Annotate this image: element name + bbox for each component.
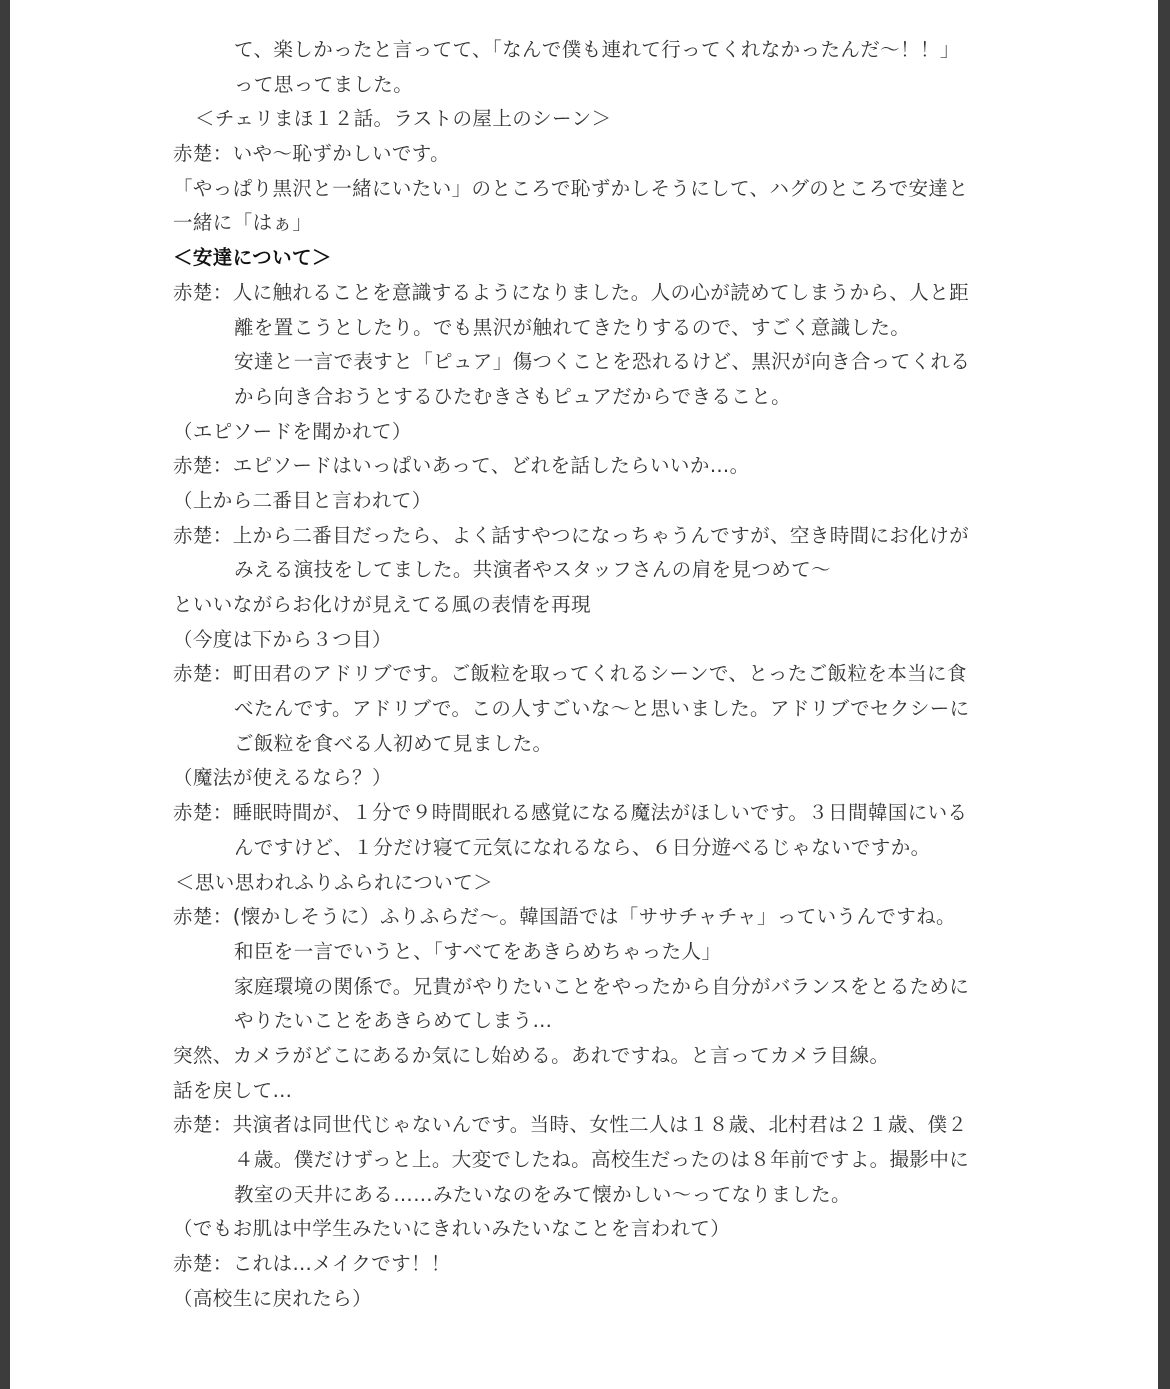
text-line: 安達と一言で表すと「ピュア」傷つくことを恐れるけど、黒沢が向き合ってくれる (234, 350, 971, 374)
document-page (10, 0, 1158, 1389)
text-line: ＜思い思われふりふられについて＞ (175, 870, 494, 894)
text-line: （今度は下から３つ目） (173, 627, 392, 651)
text-line: 話を戻して… (173, 1078, 293, 1102)
document-body (173, 33, 1003, 1316)
viewer-right-border (1158, 0, 1170, 1389)
text-line: 赤楚：睡眠時間が、１分で９時間眠れる感覚になる魔法がほしいです。３日間韓国にいる (173, 801, 968, 825)
text-line: といいながらお化けが見えてる風の表情を再現 (173, 593, 591, 616)
text-line: 赤楚：エピソードはいっぱいあって、どれを話したらいいか…。 (173, 454, 750, 478)
text-line: ご飯粒を食べる人初めて見ました。 (234, 731, 553, 755)
text-line: 赤楚：(懐かしそうに）ふりふらだ〜。韓国語では「ササチャチャ」っていうんですね。 (173, 905, 956, 929)
text-line: 一緒に「はぁ」 (173, 211, 313, 235)
viewer-left-border (0, 0, 10, 1389)
text-line: 赤楚：町田君のアドリブです。ご飯粒を取ってくれるシーンで、とったご飯粒を本当に食 (173, 662, 967, 686)
text-line: みえる演技をしてました。共演者やスタッフさんの肩を見つめて〜 (234, 558, 832, 582)
text-line: 赤楚：人に触れることを意識するようになりました。人の心が読めてしまうから、人と距 (173, 280, 970, 304)
text-line: べたんです。アドリブで。この人すごいな〜と思いました。アドリブでセクシーに (234, 697, 970, 721)
text-line: （魔法が使えるなら？） (173, 766, 392, 790)
section-heading: ＜安達について＞ (173, 246, 332, 270)
text-line: 赤楚：いや〜恥ずかしいです。 (173, 142, 451, 166)
text-line: （高校生に戻れたら） (173, 1286, 373, 1310)
text-line: 「やっぱり黒沢と一緒にいたい」のところで恥ずかしそうにして、ハグのところで安達と (173, 176, 969, 200)
text-line: 赤楚：上から二番目だったら、よく話すやつになっちゃうんですが、空き時間にお化けが (173, 523, 970, 547)
text-line: 赤楚：これは…メイクです！！ (173, 1252, 451, 1276)
text-line: 突然、カメラがどこにあるか気にし始める。あれですね。と言ってカメラ目線。 (173, 1043, 890, 1067)
text-line: ４歳。僕だけずっと上。大変でしたね。高校生だったのは８年前ですよ。撮影中に (234, 1148, 970, 1171)
text-line: て、楽しかったと言ってて、「なんで僕も連れて行ってくれなかったんだ〜！！」 (234, 38, 960, 61)
text-line: 家庭環境の関係で。兄貴がやりたいことをやったから自分がバランスをとるために (234, 974, 970, 998)
text-line: 和臣を一言でいうと、「すべてをあきらめちゃった人」 (234, 939, 722, 963)
text-line: やりたいことをあきらめてしまう… (234, 1009, 553, 1033)
text-line: 離を置こうとしたり。でも黒沢が触れてきたりするので、すごく意識した。 (234, 315, 911, 339)
text-line: 教室の天井にある……みたいなのをみて懐かしい〜ってなりました。 (234, 1182, 851, 1206)
text-line: んですけど、１分だけ寝て元気になれるなら、６日分遊べるじゃないですか。 (234, 835, 931, 859)
text-line: ＜チェリまほ１２話。ラストの屋上のシーン＞ (195, 107, 612, 131)
text-line: （でもお肌は中学生みたいにきれいみたいなことを言われて） (173, 1217, 731, 1241)
text-line: から向き合おうとするひたむきさもピュアだからできること。 (234, 384, 792, 408)
text-line: （上から二番目と言われて） (173, 488, 432, 512)
text-line: （エピソードを聞かれて） (173, 419, 412, 443)
text-line: って思ってました。 (234, 72, 414, 96)
text-line: 赤楚：共演者は同世代じゃないんです。当時、女性二人は１８歳、北村君は２１歳、僕２ (173, 1113, 968, 1137)
